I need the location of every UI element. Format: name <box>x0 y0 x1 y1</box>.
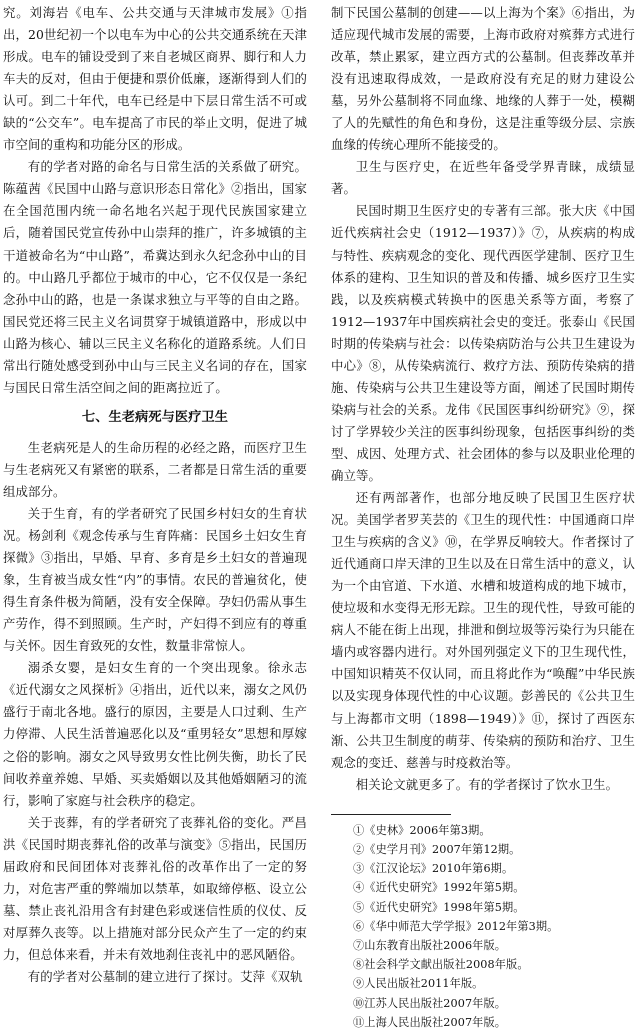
footnote-10: ⑩江苏人民出版社2007年版。 <box>353 996 507 1010</box>
footnote-3: ③《江汉论坛》2010年第6期。 <box>353 862 514 876</box>
footnote-8: ⑧社会科学文献出版社2008年版。 <box>353 958 529 972</box>
footnote-7: ⑦山东教育出版社2006年版。 <box>353 938 507 952</box>
right-paragraph-2: 卫生与医疗史，在近些年备受学界青睐，成绩显著。 <box>331 159 635 197</box>
right-paragraph-1: 制下民国公墓制的创建——以上海为个案》⑥指出，为适应现代城市发展的需要，上海市政府对殡葬方式进行改革，禁止累冢，建立西方式的公墓制。但丧葬改革并没有迅速取得成效，一是政府没有充足的财力建设公墓，另外公墓制将不同血缘、地缘的人葬于一处，模糊了人的先赋性的角色和身份，这是注重等级分层、宗族血缘的传统心理所不能接受的。 <box>331 5 635 153</box>
footnote-divider <box>331 814 451 815</box>
footnote-4: ④《近代史研究》1992年第5期。 <box>353 881 525 895</box>
section-heading: 七、生老病死与医疗卫生 <box>81 409 229 425</box>
right-paragraph-3: 民国时期卫生医疗史的专著有三部。张大庆《中国近代疾病社会史（1912—1937）》⑦，从疾病的构成与特性、疾病观念的变化、现代西医学建制、医疗卫生体系的建构、卫生知识的普及和传播、城乡医疗卫生实践，以及疾病模式转换中的医患关系等方面，考察了1912—1937年中国疾病社会史的变迁。张泰山《民国时期的传染病与社会：以传染病防治与公共卫生建设为中心》⑧，从传染病流行、救疗方法、预防传染病的措施、传染病与公共卫生建设等方面，阐述了民国时期传染病与社会的关系。龙伟《民国医事纠纷研究》⑨，探讨了学界较少关注的医事纠纷现象，包括医事纠纷的类型、成因、处理方式、社会团体的参与以及职业伦理的确立等。 <box>331 203 635 483</box>
footnotes <box>331 821 635 1032</box>
footnote-11: ⑪上海人民出版社2007年版。 <box>353 1015 507 1029</box>
left-paragraph-3: 生老病死是人的生命历程的必经之路，而医疗卫生与生老病死又有紧密的联系，二者都是日常生活的重要组成部分。 <box>3 439 307 499</box>
footnote-5: ⑤《近代史研究》1998年第5期。 <box>353 900 525 914</box>
right-column <box>331 2 635 1032</box>
left-paragraph-4: 关于生育，有的学者研究了民国乡村妇女的生育状况。杨剑利《观念传承与生育阵痛：民国乡土妇女生育探微》③指出，早婚、早育、多育是乡土妇女的普遍现象，生育被当成女性“内”的事情。农民的普遍贫化，使得生育条件极为简陋，没有安全保障。孕妇仍需从事生产劳作，得不到照顾。生产时，产妇得不到应有的尊重与关怀。因生育致死的女性，数量非常惊人。 <box>3 505 307 654</box>
left-paragraph-7: 有的学者对公墓制的建立进行了探讨。艾萍《双轨 <box>27 968 303 984</box>
left-column <box>3 2 307 988</box>
left-paragraph-6: 关于丧葬，有的学者研究了丧葬礼俗的变化。严昌洪《民国时期丧葬礼俗的改革与演变》⑤指出，民国历届政府和民间团体对丧葬礼俗的改革作出了一定的努力，对危害严重的弊端加以禁革，如取缔停柩、设立公墓、禁止丧礼沿用含有封建色彩或迷信性质的仪仗、反对厚葬久丧等。以上措施对部分民众产生了一定的约束力，但总体来看，并未有效地刹住丧礼中的恶风陋俗。 <box>3 814 307 962</box>
footnote-6: ⑥《华中师范大学学报》2012年第3期。 <box>353 919 559 933</box>
footnote-2: ②《史学月刊》2007年第12期。 <box>353 842 521 856</box>
right-paragraph-5: 相关论文就更多了。有的学者探讨了饮水卫生。 <box>355 776 619 792</box>
left-paragraph-1: 究。刘海岩《电车、公共交通与天津城市发展》①指出，20世纪初一个以电车为中心的公共交通系统在天津形成。电车的铺设受到了来自老城区商界、脚行和人力车夫的反对，但由于便捷和票价低廉，逐渐得到人们的认可。到二十年代，电车已经是中下层日常生活不可或缺的“公交车”。电车提高了市民的举止文明，促进了城市空间的重构和功能分区的形成。 <box>3 5 307 153</box>
left-paragraph-2: 有的学者对路的命名与日常生活的关系做了研究。陈蕴茜《民国中山路与意识形态日常化》②指出，国家在全国范围内统一命名地名兴起于现代民族国家建立后，随着国民党宣传孙中山崇拜的推广，许多城镇的主干道被命名为“中山路”，希冀达到永久纪念孙中山的目的。中山路几乎都位于城市的中心，它不仅仅是一条纪念孙中山的路，也是一条谋求独立与平等的自由之路。国民党还将三民主义名词贯穿于城镇道路中，形成以中山路为核心、辅以三民主义名称化的道路系统。人们日常出行随处感受到孙中山与三民主义名词的存在，国家与国民日常生活空间之间的距离拉近了。 <box>3 159 307 395</box>
right-paragraph-4: 还有两部著作，也部分地反映了民国卫生医疗状况。美国学者罗芙芸的《卫生的现代性：中国通商口岸卫生与疾病的含义》⑩，在学界反响较大。作者探讨了近代通商口岸天津的卫生以及在日常生活中的意义，认为一个由官道、下水道、水槽和坡道构成的地下城市，使垃圾和水变得无形无踪。卫生的现代性，导致可能的病人不能在街上出现，排泄和倒垃圾等污染行为只能在墙内或容器内进行。对外国列强定义下的卫生现代性，中国知识精英不仅认同，而且将此作为“唤醒”中华民族以及实现身体现代性的中心议题。彭善民的《公共卫生与上海都市文明（1898—1949）》⑪，探讨了西医东渐、公共卫生制度的萌芽、传染病的预防和治疗、卫生观念的变迁、慈善与时疫救治等。 <box>331 490 635 770</box>
footnote-9: ⑨人民出版社2011年版。 <box>353 977 484 991</box>
footnote-1: ①《史林》2006年第3期。 <box>353 823 491 837</box>
left-paragraph-5: 溺杀女婴，是妇女生育的一个突出现象。徐永志《近代溺女之风探析》④指出，近代以来，溺女之风仍盛行于南北各地。盛行的原因，主要是人口过剩、生产力停滞、人民生活普遍恶化以及“重男轻女”思想和厚嫁之俗的影响。溺女之风导致男女性比例失衡，助长了民间收养童养媳、早婚、买卖婚姻以及其他婚姻陋习的流行，影响了家庭与社会秩序的稳定。 <box>3 660 307 808</box>
